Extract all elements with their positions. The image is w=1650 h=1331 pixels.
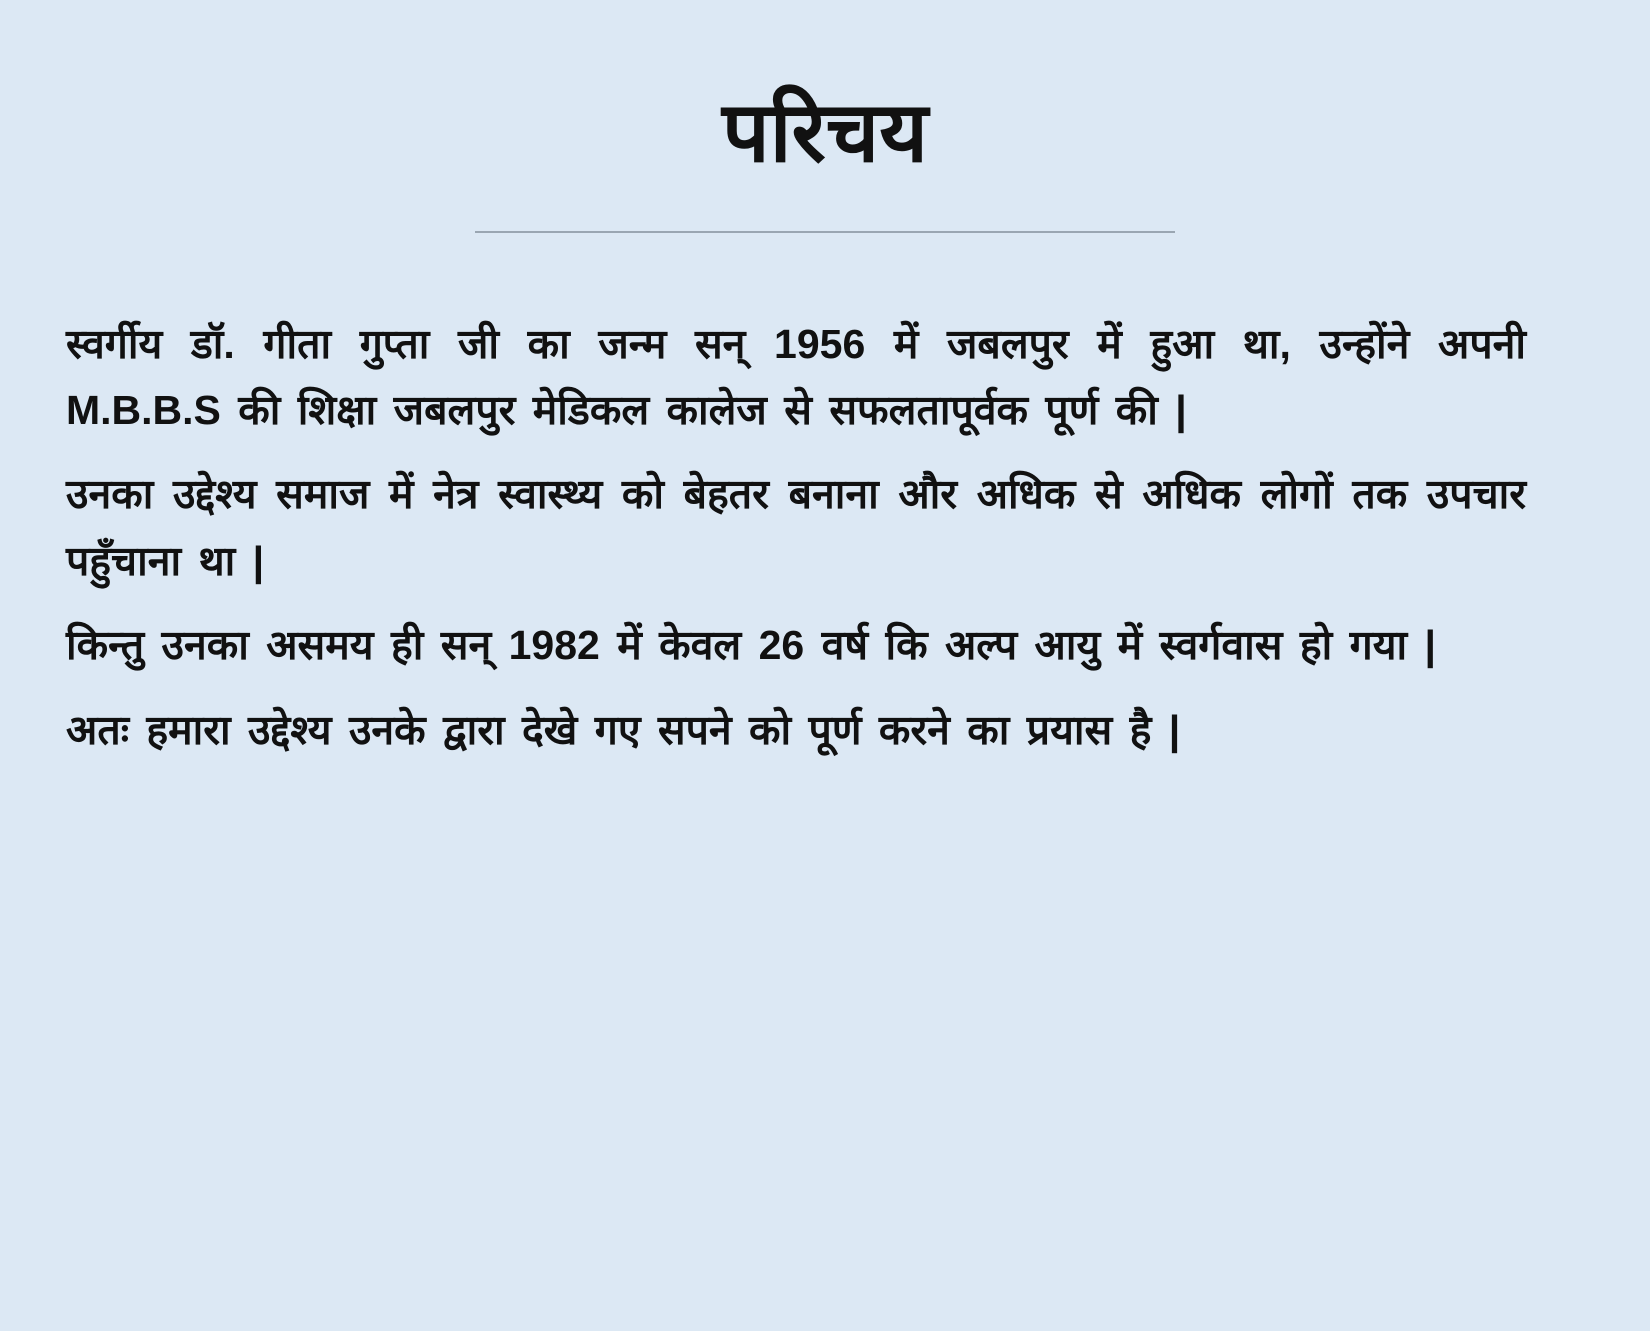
paragraph-4: अतः हमारा उद्देश्य उनके द्वारा देखे गए सपने को पूर्ण करने का प्रयास है | bbox=[66, 706, 1181, 753]
title-divider bbox=[475, 231, 1175, 233]
paragraph-3: किन्तु उनका असमय ही सन् 1982 में केवल 26 वर्ष कि अल्प आयु में स्वर्गवास हो गया | bbox=[66, 622, 1436, 669]
slide bbox=[0, 56, 1650, 1331]
body-content bbox=[66, 311, 1526, 763]
page-title: परिचय bbox=[722, 85, 928, 180]
paragraph-1: स्वर्गीय डॉ. गीता गुप्ता जी का जन्म सन् 1956 में जबलपुर में हुआ था, उन्होंने अपनी M.B.B.S की शिक्षा जबलपुर मेडिकल कालेज से सफलतापूर्वक पूर्ण की | bbox=[66, 320, 1526, 433]
paragraph-2: उनका उद्देश्य समाज में नेत्र स्वास्थ्य को बेहतर बनाना और अधिक से अधिक लोगों तक उपचार पहुँचाना था | bbox=[66, 471, 1526, 584]
